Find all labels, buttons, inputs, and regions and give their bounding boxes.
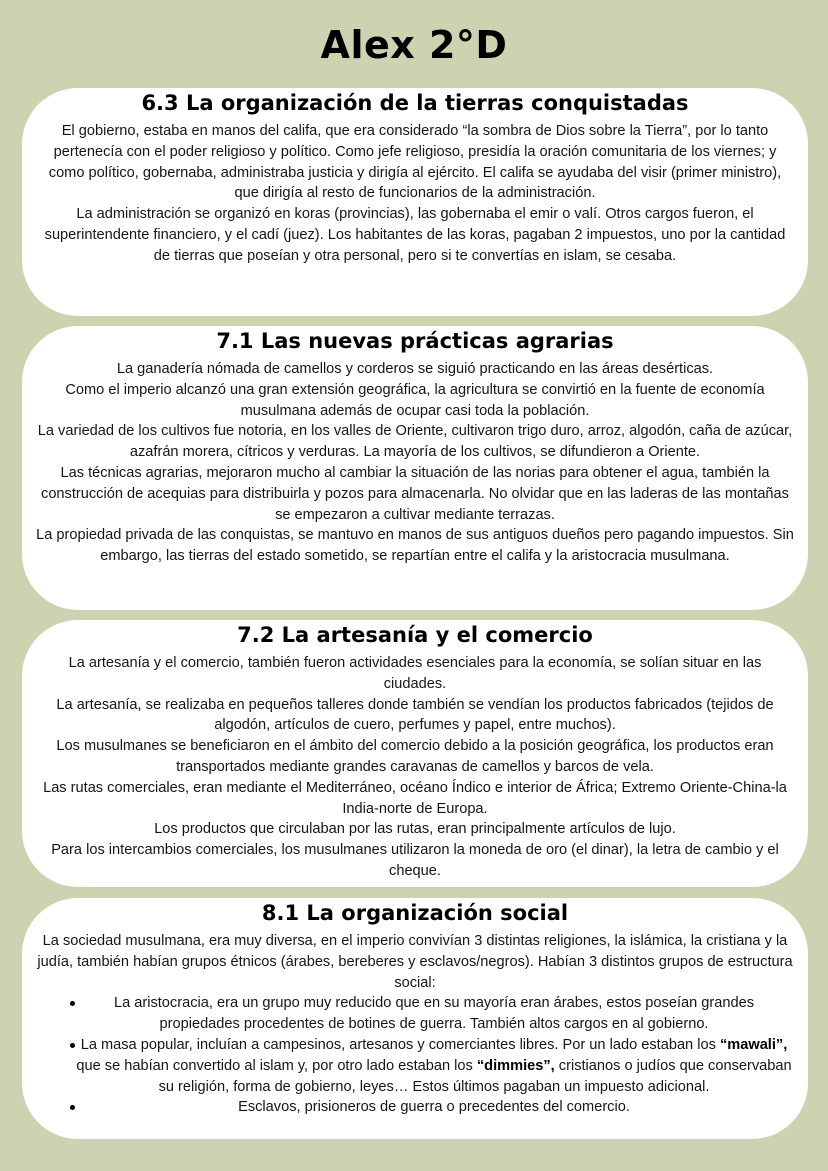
bullet-icon: [70, 1001, 75, 1006]
list-item-aristocracia: [36, 993, 794, 1035]
section-heading: 7.1 Las nuevas prácticas agrarias: [216, 329, 614, 353]
list-item-masa-popular: [36, 1035, 794, 1097]
list-item-text: La aristocracia, era un grupo muy reducido que en su mayoría eran árabes, estos poseían grandes propiedades procedentes de botines de guerra. También altos cargos en al gobierno.: [113, 995, 755, 1033]
list-item-text: Esclavos, prisioneros de guerra o precedentes del comercio.: [238, 1099, 630, 1116]
section-paragraph: La artesanía y el comercio, también fueron actividades esenciales para la economía, se solían situar en las ciudades.: [68, 655, 762, 692]
list-item-text: cristianos o judíos que conservaban su religión, forma de gobierno, leyes… Estos últimos pagaban un impuesto adicional.: [158, 1057, 792, 1095]
list-item-esclavos: [36, 1097, 794, 1118]
list-item-text: La masa popular, incluían a campesinos, artesanos y comerciantes libres. Por un lado estaban los: [80, 1036, 720, 1053]
term-dimmies: “dimmies”,: [476, 1057, 555, 1074]
section-paragraph: Para los intercambios comerciales, los musulmanes utilizaron la moneda de oro (el dinar), la letra de cambio y el cheque.: [51, 842, 779, 879]
section-paragraph: La artesanía, se realizaba en pequeños talleres donde también se vendían los productos fabricados (tejidos de algodón, artículos de cuero, perfumes y papel, entre muchos).: [56, 696, 774, 734]
section-paragraph: Las técnicas agrarias, mejoraron mucho al cambiar la situación de las norias para obtener el agua, también la construcción de acequias para distribuirla y pozos para almacenarla. No olvidar que en las laderas de las montañas se empezaron a cultivar mediante terrazas.: [41, 464, 789, 523]
section-paragraph: Las rutas comerciales, eran mediante el Mediterráneo, océano Índico e interior de África; Extremo Oriente-China-la India-norte de Europa.: [43, 779, 787, 817]
section-paragraph: La ganadería nómada de camellos y corderos se siguió practicando en las áreas desérticas.: [116, 361, 714, 377]
list-item-text: que se habían convertido al islam y, por otro lado estaban los: [76, 1057, 477, 1074]
section-paragraph: La sociedad musulmana, era muy diversa, en el imperio convivían 3 distintas religiones, la islámica, la cristiana y la judía, también habían grupos étnicos (árabes, bereberes y esclavos/negros). Habían 3 distintos grupos de estructura social:: [37, 933, 793, 991]
section-card-organizacion-social: [22, 898, 808, 1139]
bullet-icon: [70, 1043, 75, 1048]
section-heading: 8.1 La organización social: [261, 901, 569, 925]
section-paragraph: El gobierno, estaba en manos del califa, que era considerado “la sombra de Dios sobre la Tierra”, por lo tanto pertenecía con el poder religioso y político. Como jefe religioso, presidía la oración comunitaria de los viernes; y como político, gobernaba, administraba justicia y dirigía al ejército. El califa se ayudaba del visir (primer ministro), que dirigía al resto de funcionarios de la administración.: [48, 123, 782, 202]
term-mawali: “mawali”,: [719, 1036, 788, 1053]
section-card-practicas-agrarias: [22, 326, 808, 610]
section-paragraph: Los productos que circulaban por las rutas, eran principalmente artículos de lujo.: [154, 821, 676, 838]
section-paragraph: La propiedad privada de las conquistas, se mantuvo en manos de sus antiguos dueños pero pagando impuestos. Sin embargo, las tierras del estado sometido, se repartían entre el califa y la aristocracia musulmana.: [36, 527, 794, 565]
section-card-tierras-conquistadas: [22, 88, 808, 316]
section-card-artesania-comercio: [22, 620, 808, 887]
section-heading: 6.3 La organización de la tierras conquistadas: [141, 91, 689, 115]
section-heading: 7.2 La artesanía y el comercio: [237, 623, 593, 647]
bullet-icon: [70, 1105, 75, 1110]
section-paragraph: Los musulmanes se beneficiaron en el ámbito del comercio debido a la posición geográfica, los productos eran transportados mediante grandes caravanas de camellos y barcos de vela.: [56, 738, 774, 775]
section-paragraph: La administración se organizó en koras (provincias), las gobernaba el emir o valí. Otros cargos fueron, el superintendente financiero, y el cadí (juez). Los habitantes de las koras, pagaban 2 impuestos, uno por la cantidad de tierras que poseían y otra personal, pero si te convertías en islam, se cesaba.: [44, 206, 786, 264]
page-title: Alex 2°D: [320, 23, 508, 67]
social-groups-list: [36, 993, 794, 1118]
section-paragraph: La variedad de los cultivos fue notoria, en los valles de Oriente, cultivaron trigo duro, arroz, algodón, caña de azúcar, azafrán morera, cítricos y verduras. La mayoría de los cultivos, se difundieron a Oriente.: [37, 423, 793, 461]
section-paragraph: Como el imperio alcanzó una gran extensión geográfica, la agricultura se convirtió en la fuente de economía musulmana además de ocupar casi toda la población.: [65, 381, 765, 419]
